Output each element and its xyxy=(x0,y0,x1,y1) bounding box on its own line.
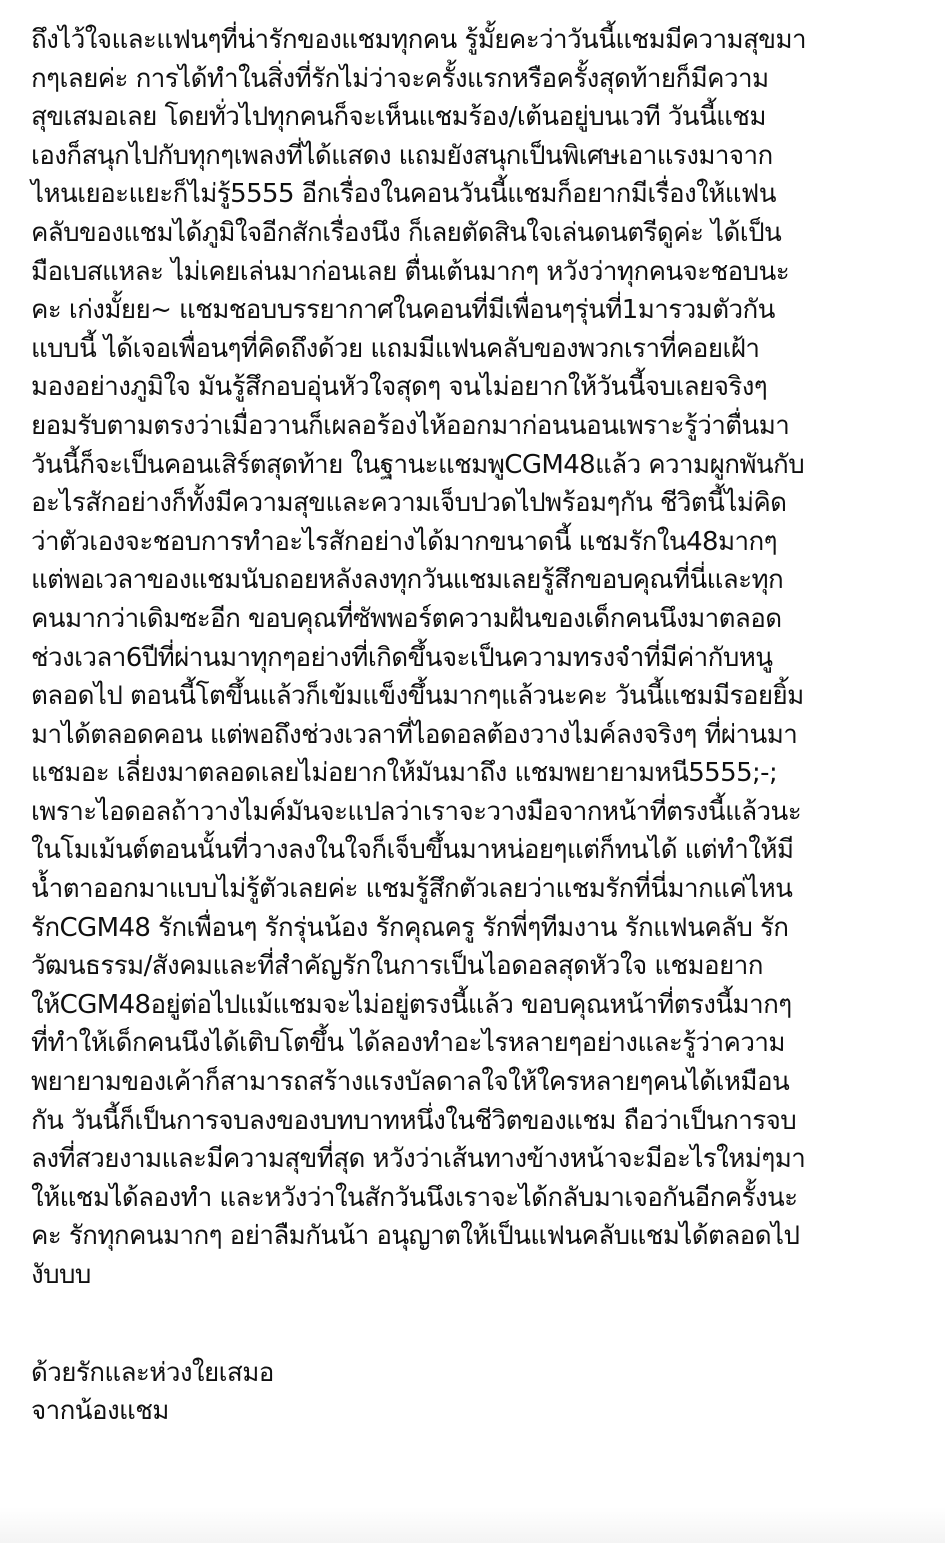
body-line: แต่พอเวลาของแชมนับถอยหลังลงทุกวันแชมเลยรู้สึกขอบคุณที่นี่และทุก xyxy=(31,565,784,596)
body-line: เพราะไอดอลถ้าวางไมค์มันจะแปลว่าเราจะวางมือจากหน้าที่ตรงนี้แล้วนะ xyxy=(31,796,802,827)
body-line: แบบนี้ ได้เจอเพื่อนๆที่คิดถึงด้วย แถมมีแฟนคลับของพวกเราที่คอยเฝ้า xyxy=(31,333,760,364)
body-line: ให้แชมได้ลองทำ และหวังว่าในสักวันนึงเราจะได้กลับมาเจอกันอีกครั้งนะ xyxy=(31,1182,798,1213)
body-line: ยอมรับตามตรงว่าเมื่อวานก็เผลอร้องไห้ออกมาก่อนนอนเพราะรู้ว่าตื่นมา xyxy=(31,410,790,441)
body-line: พยายามของเค้าก็สามารถสร้างแรงบัลดาลใจให้ใครหลายๆคนได้เหมือน xyxy=(31,1067,790,1098)
body-line: มือเบสแหละ ไม่เคยเล่นมาก่อนเลย ตื่นเต้นมากๆ หวังว่าทุกคนจะชอบนะ xyxy=(31,256,790,287)
body-line: อะไรสักอย่างก็ทั้งมีความสุขและความเจ็บปวดไปพร้อมๆกัน ชีวิตนี้ไม่คิด xyxy=(31,488,787,519)
body-line: วัฒนธรรม/สังคมและที่สำคัญรักในการเป็นไอดอลสุดหัวใจ แชมอยาก xyxy=(31,951,763,982)
body-line: ที่ทำให้เด็กคนนึงได้เติบโตขึ้น ได้ลองทำอะไรหลายๆอย่างและรู้ว่าความ xyxy=(31,1028,785,1059)
body-line: งับบบ xyxy=(31,1260,91,1290)
letter-closing xyxy=(31,1295,931,1431)
body-line: ไหนเยอะแยะก็ไม่รู้5555 อีกเรื่องในคอนวันนี้แชมก็อยากมีเรื่องให้แฟน xyxy=(31,179,776,210)
signature-line: จากน้องแชม xyxy=(31,1396,169,1427)
bottom-fade xyxy=(0,1507,945,1543)
closing-line: ด้วยรักและห่วงใยเสมอ xyxy=(31,1357,274,1388)
body-line: มาได้ตลอดคอน แต่พอถึงช่วงเวลาที่ไอดอลต้องวางไมค์ลงจริงๆ ที่ผ่านมา xyxy=(31,719,798,750)
letter xyxy=(31,0,931,1431)
body-line: คลับของแชมได้ภูมิใจอีกสักเรื่องนึง ก็เลยตัดสินใจเล่นดนตรีดูค่ะ ได้เป็น xyxy=(31,217,782,248)
body-line: คะ รักทุกคนมากๆ อย่าลืมกันน้า อนุญาตให้เป็นแฟนคลับแชมได้ตลอดไป xyxy=(31,1221,800,1252)
body-line: ลงที่สวยงามและมีความสุขที่สุด หวังว่าเส้นทางข้างหน้าจะมีอะไรใหม่ๆมา xyxy=(31,1144,806,1175)
body-line: คะ เก่งมั้ยย~ แชมชอบบรรยากาศในคอนที่มีเพื่อนๆรุ่นที่1มารวมตัวกัน xyxy=(31,295,775,326)
body-line: แชมอะ เลี่ยงมาตลอดเลยไม่อยากให้มันมาถึง แชมพยายามหนี5555;-; xyxy=(31,758,778,789)
body-line: มองอย่างภูมิใจ มันรู้สึกอบอุ่นหัวใจสุดๆ จนไม่อยากให้วันนี้จบเลยจริงๆ xyxy=(31,372,768,403)
body-line: กัน วันนี้ก็เป็นการจบลงของบทบาทหนึ่งในชีวิตของแชม ถือว่าเป็นการจบ xyxy=(31,1105,797,1136)
body-line: ในโมเม้นต์ตอนนั้นที่วางลงในใจก็เจ็บขึ้นมาหน่อยๆแต่ก็ทนได้ แต่ทำให้มี xyxy=(31,835,794,866)
body-line: เองก็สนุกไปกับทุกๆเพลงที่ได้แสดง แถมยังสนุกเป็นพิเศษเอาแรงมาจาก xyxy=(31,140,773,171)
body-line: ตลอดไป ตอนนี้โตขึ้นแล้วก็เข้มแข็งขึ้นมากๆแล้วนะคะ วันนี้แชมมีรอยยิ้ม xyxy=(31,681,804,712)
body-line: ให้CGM48อยู่ต่อไปแม้แชมจะไม่อยู่ตรงนี้แล้ว ขอบคุณหน้าที่ตรงนี้มากๆ xyxy=(31,989,792,1020)
body-line: คนมากว่าเดิมซะอีก ขอบคุณที่ซัพพอร์ตความฝันของเด็กคนนึงมาตลอด xyxy=(31,603,782,634)
body-line: ว่าตัวเองจะชอบการทำอะไรสักอย่างได้มากขนาดนี้ แชมรักใน48มากๆ xyxy=(31,526,778,557)
body-line: สุขเสมอเลย โดยทั่วไปทุกคนก็จะเห็นแชมร้อง/เต้นอยู่บนเวที วันนี้แชม xyxy=(31,102,766,133)
body-line: ถึงไว้ใจและแฟนๆที่น่ารักของแชมทุกคน รู้มั้ยคะว่าวันนี้แชมมีความสุขมา xyxy=(31,25,806,55)
body-line: ช่วงเวลา6ปีที่ผ่านมาทุกๆอย่างที่เกิดขึ้นจะเป็นความทรงจำที่มีค่ากับหนู xyxy=(31,642,773,673)
body-line: รักCGM48 รักเพื่อนๆ รักรุ่นน้อง รักคุณครู รักพี่ๆทีมงาน รักแฟนคลับ รัก xyxy=(31,912,789,943)
body-line: วันนี้ก็จะเป็นคอนเสิร์ตสุดท้าย ในฐานะแชมพูCGM48แล้ว ความผูกพันกับ xyxy=(31,449,805,480)
letter-body xyxy=(31,0,931,1295)
body-line: น้ำตาออกมาแบบไม่รู้ตัวเลยค่ะ แชมรู้สึกตัวเลยว่าแชมรักที่นี่มากแค่ไหน xyxy=(31,874,793,905)
body-line: กๆเลยค่ะ การได้ทำในสิ่งที่รักไม่ว่าจะครั้งแรกหรือครั้งสุดท้ายก็มีความ xyxy=(31,63,769,94)
